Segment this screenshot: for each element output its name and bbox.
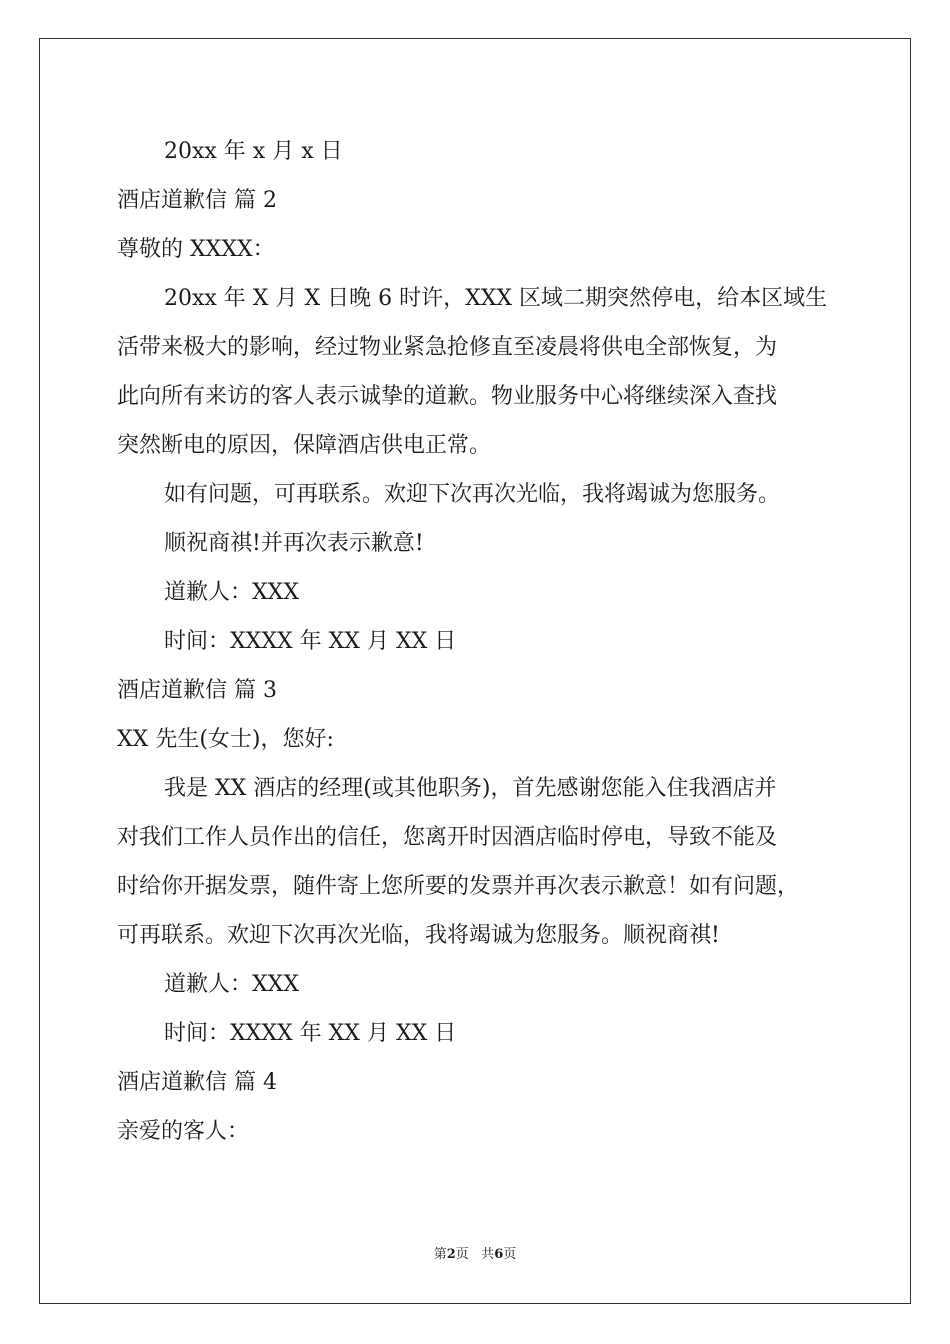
paragraph-line: 此向所有来访的客人表示诚挚的道歉。物业服务中心将继续深入查找	[117, 384, 778, 409]
total-suffix: 页	[503, 1247, 517, 1262]
time-line: 时间：XXXX 年 XX 月 XX 日	[164, 1021, 457, 1046]
paragraph-line: 对我们工作人员作出的信任，您离开时因酒店临时停电，导致不能及	[117, 825, 778, 850]
salutation-line: 亲爱的客人：	[117, 1119, 250, 1144]
section-heading-2: 酒店道歉信 篇 2	[117, 188, 277, 213]
section-heading-4: 酒店道歉信 篇 4	[117, 1070, 277, 1095]
paragraph-line: 我是 XX 酒店的经理(或其他职务)，首先感谢您能入住我酒店并	[164, 776, 777, 801]
total-prefix: 共	[481, 1247, 495, 1262]
page-number: 2	[446, 1247, 456, 1262]
signature-line: 道歉人：XXX	[164, 580, 299, 605]
time-line: 时间：XXXX 年 XX 月 XX 日	[164, 629, 457, 654]
section-heading-3: 酒店道歉信 篇 3	[117, 678, 277, 703]
salutation-line: XX 先生(女士)，您好:	[117, 727, 334, 752]
page-suffix: 页	[455, 1247, 469, 1262]
paragraph-line: 20xx 年 X 月 X 日晚 6 时许，XXX 区域二期突然停电，给本区域生	[164, 286, 828, 311]
paragraph-line: 突然断电的原因，保障酒店供电正常。	[117, 433, 492, 458]
document-body	[117, 127, 857, 1156]
closing-line: 顺祝商祺!并再次表示歉意!	[164, 531, 424, 556]
date-line: 20xx 年 x 月 x 日	[164, 139, 343, 164]
salutation-line: 尊敬的 XXXX：	[117, 237, 275, 262]
page-prefix: 第	[433, 1247, 447, 1262]
page-footer	[0, 1247, 950, 1263]
total-pages: 6	[494, 1247, 504, 1262]
paragraph-line: 可再联系。欢迎下次再次光临，我将竭诚为您服务。顺祝商祺!	[117, 923, 720, 948]
paragraph-line: 如有问题，可再联系。欢迎下次再次光临，我将竭诚为您服务。	[164, 482, 781, 507]
paragraph-line: 时给你开据发票，随件寄上您所要的发票并再次表示歉意！如有问题，	[117, 874, 800, 899]
paragraph-line: 活带来极大的影响，经过物业紧急抢修直至凌晨将供电全部恢复，为	[117, 335, 778, 360]
signature-line: 道歉人：XXX	[164, 972, 299, 997]
